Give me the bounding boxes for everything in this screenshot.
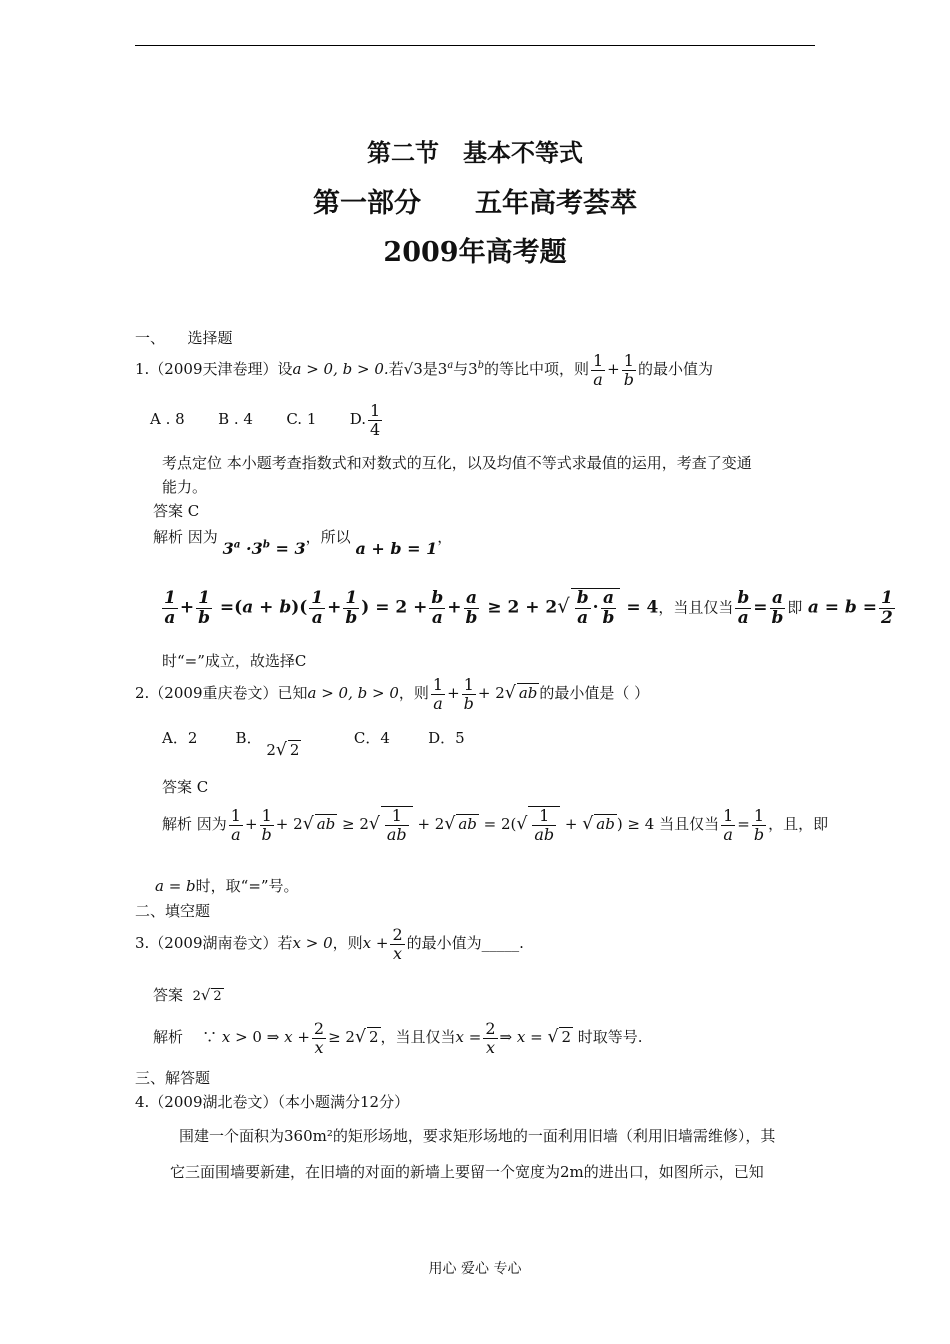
part-title: 第一部分 五年高考荟萃 <box>313 188 637 219</box>
q1-conclusion: 时“=”成立，故选择C <box>162 652 307 670</box>
q1-derivation: $\frac{1}{a}$ + $\frac{1}{b}$ =(a + b)( $\frac{1}{a}$ + $\frac{1}{b}$ ) = 2 + $\frac{b}{a}$ + $\frac{a}{b}$ ≥ 2 + 2√ $\frac{b}{a}$ · $\frac{a}{b}$ = 4，当且仅当 $\frac{b}{a}$ = $\frac{a}{b}$ 即 a = b = $\frac{1}{2}$ <box>164 588 893 628</box>
page-footer: 用心 爱心 专心 <box>428 1261 522 1277</box>
q4-title: 4.（2009湖北卷文）（本小题满分12分） <box>135 1093 410 1111</box>
q1-kaodian: 考点定位 本小题考查指数式和对数式的互化，以及均值不等式求最值的运用，考查了变通 <box>162 454 752 472</box>
q1-options: A . 8 B . 4 C. 1 D. $\frac{1}{4}$ <box>150 401 381 439</box>
q1-jiexi: 解析 因为 $3^a \cdot 3^b = 3$，所以 a + b = 1， <box>153 528 453 558</box>
year-title: 2009年高考题 <box>383 237 567 268</box>
section-choice-title: 一、 选择题 <box>135 329 233 347</box>
header-rule <box>135 45 815 46</box>
q1-option-b: B . 4 <box>218 410 253 429</box>
q2-option-c: C．4 <box>353 729 390 747</box>
q1-option-a: A . 8 <box>150 410 185 429</box>
q1-answer: 答案 C <box>153 502 200 520</box>
q2-option-a: A．2 <box>162 729 198 747</box>
q2-jiexi: 解析 因为 $\frac{1}{a}$ + $\frac{1}{b}$ + 2√ ab ≥ 2√ $\frac{1}{ab}$ + 2√ ab = 2(√ $\frac{1}{ab}$ + √ ab ) ≥ 4 当且仅当 $\frac{1}{a}$ = $\frac{1}{b}$ ，且，即 <box>162 806 829 844</box>
q4-paragraph-2: 它三面围墙要新建，在旧墙的对面的新墙上要留一个宽度为2m的进出口，如图所示，已知 <box>170 1163 764 1181</box>
q2-option-d: D．5 <box>428 729 465 747</box>
q3-jiexi: 解析 ∵ x > 0 ⇒ x + $\frac{2}{x}$ ≥ 2√ 2 ，当且仅当x = $\frac{2}{x}$ ⇒ x = √ 2 时取等号. <box>153 1019 643 1057</box>
q2-option-b: B． <box>235 729 262 747</box>
q1-stem: 1.（2009天津卷理）设a > 0, b > 0.若√3是3$^a$与3$^b$的等比中项，则 $\frac{1}{a}$ + $\frac{1}{b}$ 的最小值为 <box>135 351 713 389</box>
q2-stem: 2.（2009重庆卷文）已知a > 0, b > 0，则 $\frac{1}{a}$ + $\frac{1}{b}$ + 2√ ab 的最小值是（ ） <box>135 675 650 713</box>
q3-stem: 3.（2009湖南卷文）若x > 0，则x + $\frac{2}{x}$ 的最小值为_____. <box>135 925 524 963</box>
section-title: 第二节 基本不等式 <box>367 138 583 167</box>
q1-option-c: C. 1 <box>286 410 317 429</box>
q2-answer: 答案 C <box>162 778 209 796</box>
q1-option-d: D. <box>349 410 367 429</box>
q4-paragraph-1: 围建一个面积为360m²的矩形场地，要求矩形场地的一面利用旧墙（利用旧墙需维修），其 <box>179 1127 776 1145</box>
q2-conclusion: a = b时，取“=”号。 <box>155 877 299 895</box>
section-fill-title: 二、填空题 <box>135 902 211 920</box>
q3-answer: 答案 2√ 2 <box>153 986 222 1004</box>
q1-kaodian-2: 能力。 <box>162 478 208 496</box>
section-answer-title: 三、解答题 <box>135 1069 211 1087</box>
q2-options: A．2 B． 2√ 2 C．4 D．5 <box>162 729 465 760</box>
